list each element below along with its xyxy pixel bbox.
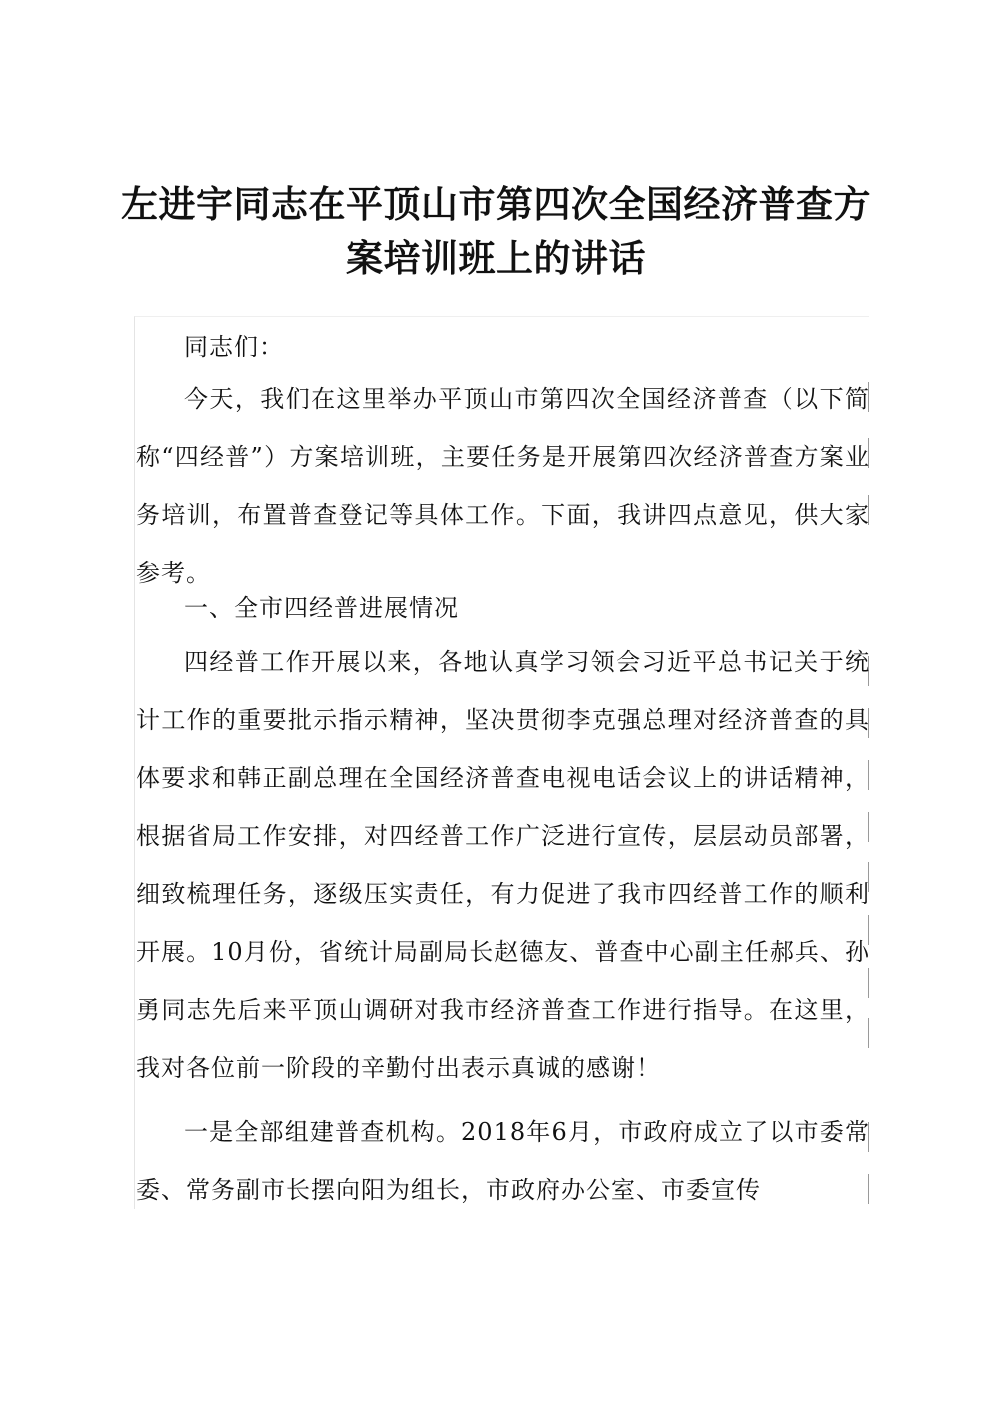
paragraph-progress: 四经普工作开展以来，各地认真学习领会习近平总书记关于统计工作的重要批示指示精神，坚决贯彻李克强总理对经济普查的具体要求和韩正副总理在全国经济普查电视电话会议上的讲话精神，根据省局工作安排，对四经普工作广泛进行宣传，层层动员部署，细致梳理任务，逐级压实责任，有力促进了我市四经普工作的顺利开展。10月份，省统计局副局长赵德友、普查中心副主任郝兵、孙勇同志先后来平顶山调研对我市经济普查工作进行指导。在这里，我对各位前一阶段的辛勤付出表示真诚的感谢！: [136, 648, 870, 1082]
title-line-2: 案培训班上的讲话: [346, 237, 646, 280]
title-line-1: 左进宇同志在平顶山市第四次全国经济普查方: [121, 183, 871, 226]
paragraph-intro: 今天，我们在这里举办平顶山市第四次全国经济普查（以下简称“四经普”）方案培训班，主要任务是开展第四次经济普查方案业务培训，布置普查登记等具体工作。下面，我讲四点意见，供大家参考。: [136, 385, 870, 587]
paragraph-point-one: 一是全部组建普查机构。2018年6月，市政府成立了以市委常委、常务副市长摆向阳为组长，市政府办公室、市委宣传: [136, 1118, 870, 1204]
salutation: 同志们：: [184, 333, 284, 361]
section-heading: 一、全市四经普进展情况: [184, 594, 459, 622]
document-title: [0, 178, 992, 286]
